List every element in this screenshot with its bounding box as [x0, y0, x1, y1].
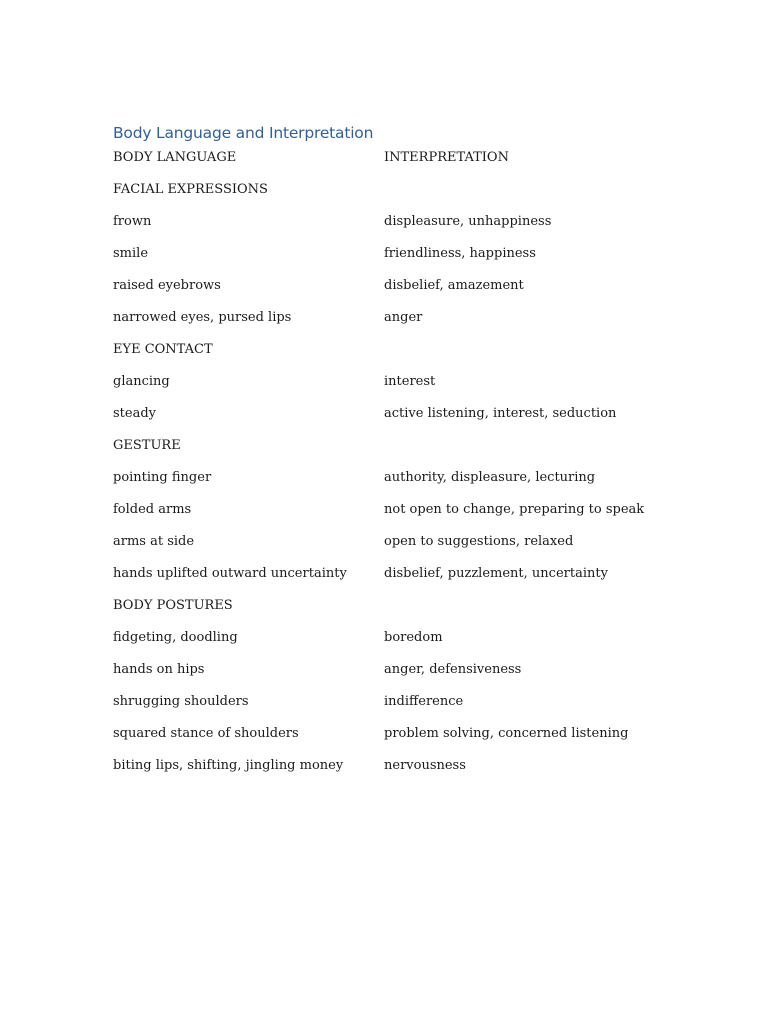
table-row: [113, 244, 653, 276]
row-term: hands on hips: [113, 662, 205, 677]
row-meaning: anger: [384, 310, 423, 325]
table-row: [113, 724, 653, 756]
row-term: smile: [113, 246, 149, 261]
row-term: biting lips, shifting, jingling money: [113, 758, 344, 773]
table-row: [113, 628, 653, 660]
table-row: [113, 532, 653, 564]
row-meaning: nervousness: [384, 758, 466, 773]
row-meaning: not open to change, preparing to speak: [384, 502, 645, 517]
row-term: pointing finger: [113, 470, 212, 485]
row-term: arms at side: [113, 534, 195, 549]
table-row: [113, 180, 653, 212]
row-term: folded arms: [113, 502, 192, 517]
row-term: hands uplifted outward uncertainty: [113, 566, 347, 581]
column-header-interpretation: INTERPRETATION: [384, 150, 509, 165]
row-meaning: anger, defensiveness: [384, 662, 522, 677]
row-term: narrowed eyes, pursed lips: [113, 310, 292, 325]
row-term: raised eyebrows: [113, 278, 221, 293]
table-header-row: [113, 148, 653, 180]
row-meaning: active listening, interest, seduction: [384, 406, 617, 421]
table-row: [113, 596, 653, 628]
row-meaning: friendliness, happiness: [384, 246, 536, 261]
row-meaning: boredom: [384, 630, 443, 645]
table-row: [113, 436, 653, 468]
row-meaning: open to suggestions, relaxed: [384, 534, 574, 549]
row-term: steady: [113, 406, 157, 421]
row-term: fidgeting, doodling: [113, 630, 238, 645]
column-header-body-language: BODY LANGUAGE: [113, 150, 237, 165]
row-meaning: problem solving, concerned listening: [384, 726, 629, 741]
table-row: [113, 340, 653, 372]
row-term: GESTURE: [113, 438, 181, 453]
table-row: [113, 276, 653, 308]
document-title: Body Language and Interpretation: [113, 124, 374, 142]
table-row: [113, 564, 653, 596]
row-term: frown: [113, 214, 152, 229]
row-term: squared stance of shoulders: [113, 726, 299, 741]
body-language-table: [113, 148, 653, 788]
table-row: [113, 372, 653, 404]
table-row: [113, 212, 653, 244]
row-term: FACIAL EXPRESSIONS: [113, 182, 268, 197]
row-meaning: interest: [384, 374, 436, 389]
row-meaning: disbelief, amazement: [384, 278, 524, 293]
table-row: [113, 500, 653, 532]
row-meaning: displeasure, unhappiness: [384, 214, 552, 229]
row-meaning: authority, displeasure, lecturing: [384, 470, 596, 485]
table-row: [113, 692, 653, 724]
table-row: [113, 468, 653, 500]
table-row: [113, 404, 653, 436]
row-meaning: indifference: [384, 694, 464, 709]
row-term: glancing: [113, 374, 170, 389]
table-row: [113, 756, 653, 788]
row-term: shrugging shoulders: [113, 694, 249, 709]
row-term: BODY POSTURES: [113, 598, 233, 613]
row-meaning: disbelief, puzzlement, uncertainty: [384, 566, 608, 581]
table-row: [113, 660, 653, 692]
row-term: EYE CONTACT: [113, 342, 213, 357]
table-row: [113, 308, 653, 340]
